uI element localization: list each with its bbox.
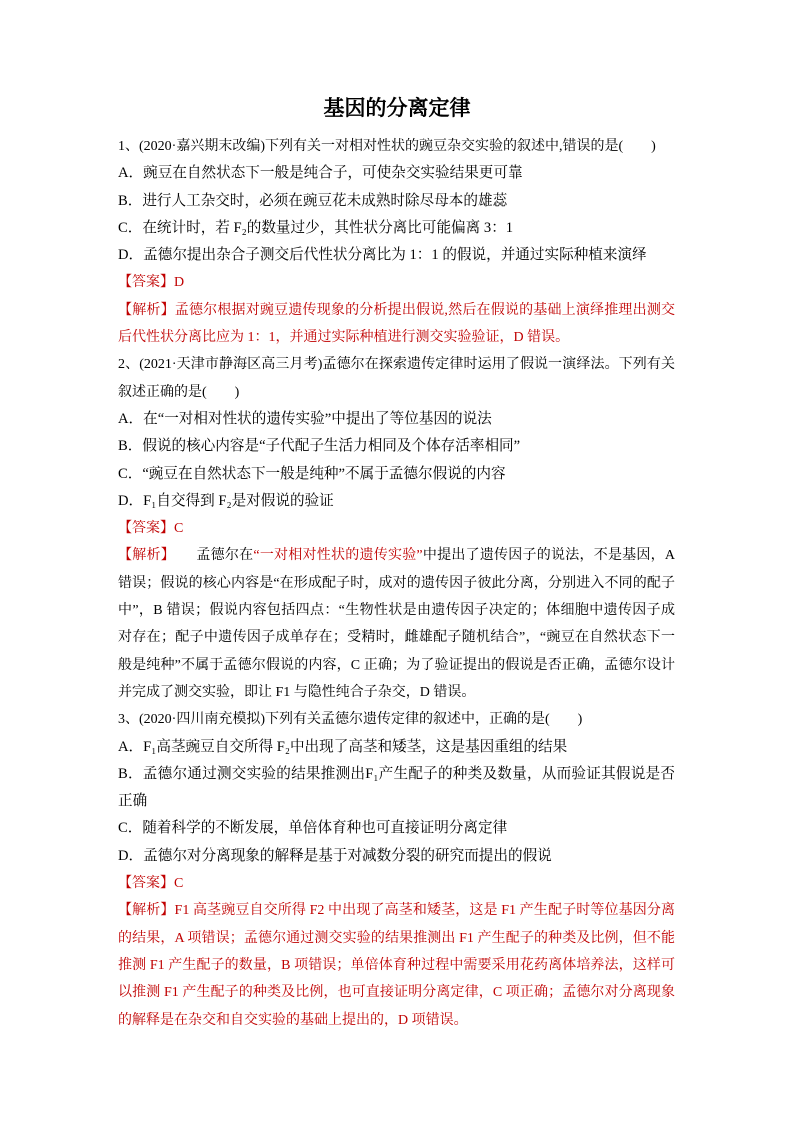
option-text: 在“一对相对性状的遗传实验”中提出了等位基因的说法 bbox=[143, 410, 492, 427]
option-b bbox=[118, 433, 675, 460]
option-d bbox=[118, 843, 675, 870]
explanation-text: 中提出了遗传因子的说法，不是基因，A 错误；假说的核心内容是“在形成配子时，成对的遗传因子彼此分离，分别进入不同的配子中”，B 错误；假说内容包括四点：“生物性状是由遗传因子决定的；体细胞中遗传因子成对存在；配子中遗传因子成单存在；受精时，雌雄配子随机结合”，“豌豆在自然状态下一般是纯种”不属于孟德尔假说的内容，C 正确；为了验证提出的假说是否正确，孟德尔设计并完成了测交实验，即让 F1 与隐性纯合子杂交，D 错误。 bbox=[118, 548, 676, 700]
explanation-highlight: “一对相对性状的遗传实验” bbox=[253, 548, 423, 564]
option-b bbox=[118, 188, 675, 215]
option-text: 随着科学的不断发展，单倍体育种也可直接证明分离定律 bbox=[142, 820, 508, 837]
option-letter: A． bbox=[118, 738, 144, 755]
answer-label: 【答案】 bbox=[118, 521, 174, 537]
explanation bbox=[118, 897, 675, 1033]
question-stem: 3、(2020·四川南充模拟)下列有关孟德尔遗传定律的叙述中，正确的是( ) bbox=[118, 712, 583, 728]
question-stem: 1、(2020·嘉兴期末改编)下列有关一对相对性状的豌豆杂交实验的叙述中,错误的是( ) bbox=[118, 139, 656, 154]
option-text: 孟德尔提出杂合子测交后代性状分离比为 1：1 的假说，并通过实际种植来演绎 bbox=[143, 247, 647, 264]
answer-value: C bbox=[174, 521, 184, 537]
explanation-text: F1 高茎豌豆自交所得 F2 中出现了高茎和矮茎，这是 F1 产生配子时等位基因分离的结果，A 项错误；孟德尔通过测交实验的结果推测出 F1 产生配子的种类及比例，但不能推测 F1 产生配子的数量，B 项错误；单倍体育种过程中需要采用花药离体培养法，这样可以推测 F1 产生配子的种类及比例，也可直接证明分离定律，C 项正确；孟德尔对分离现象的解释是在杂交和自交实验的基础上提出的，D 项错误。 bbox=[118, 903, 676, 1028]
answer-value: D bbox=[174, 275, 185, 291]
option-letter: D． bbox=[118, 847, 144, 864]
answer-line bbox=[118, 515, 675, 542]
option-text: 进行人工杂交时，必须在豌豆花未成熟时除尽母本的雄蕊 bbox=[142, 192, 508, 209]
explanation bbox=[118, 297, 675, 352]
option-letter: C． bbox=[118, 465, 143, 482]
option-letter: B． bbox=[118, 192, 143, 209]
answer-label: 【答案】 bbox=[118, 275, 174, 291]
explanation-text: 孟德尔在 bbox=[167, 548, 254, 564]
question-stem: 2、(2021·天津市静海区高三月考)孟德尔在探索遗传定律时运用了假说一演绎法。下列有关叙述正确的是( ) bbox=[118, 357, 675, 400]
answer-line bbox=[118, 870, 675, 897]
option-c bbox=[118, 461, 675, 488]
option-c bbox=[118, 815, 675, 842]
question-list bbox=[118, 133, 675, 1034]
answer-line bbox=[118, 269, 675, 296]
option-text: 豌豆在自然状态下一般是纯合子，可使杂交实验结果更可靠 bbox=[143, 165, 523, 182]
option-text: F₁自交得到 F₂是对假说的验证 bbox=[143, 492, 334, 509]
option-text: 假说的核心内容是“子代配子生活力相同及个体存活率相同” bbox=[142, 438, 521, 455]
option-letter: A． bbox=[118, 165, 144, 182]
option-letter: C． bbox=[118, 820, 143, 837]
option-text: 孟德尔通过测交实验的结果推测出F₁产生配子的种类及数量，从而验证其假说是否正确 bbox=[118, 765, 675, 810]
option-d bbox=[118, 488, 675, 515]
option-text: “豌豆在自然状态下一般是纯种”不属于孟德尔假说的内容 bbox=[142, 465, 506, 482]
option-letter: B． bbox=[118, 438, 143, 455]
answer-value: C bbox=[174, 876, 184, 892]
explanation-label: 【解析】 bbox=[118, 302, 175, 318]
explanation-label: 【解析】 bbox=[118, 548, 168, 564]
option-c bbox=[118, 215, 675, 242]
page-title: 基因的分离定律 bbox=[323, 96, 471, 120]
option-letter: D． bbox=[118, 492, 144, 509]
option-letter: D． bbox=[118, 247, 144, 264]
explanation-text: 孟德尔根据对豌豆遗传现象的分析提出假说,然后在假说的基础上演绎推理出测交后代性状分离比应为 1：1，并通过实际种植进行测交实验验证，D 错误。 bbox=[118, 302, 676, 346]
answer-label: 【答案】 bbox=[118, 876, 174, 892]
explanation bbox=[118, 542, 675, 706]
option-a bbox=[118, 406, 675, 433]
option-text: 孟德尔对分离现象的解释是基于对减数分裂的研究而提出的假说 bbox=[143, 847, 552, 864]
explanation-label: 【解析】 bbox=[118, 903, 175, 919]
question-3 bbox=[118, 706, 675, 1034]
option-letter: A． bbox=[118, 410, 144, 427]
option-b bbox=[118, 761, 675, 816]
option-a bbox=[118, 160, 675, 187]
question-1 bbox=[118, 133, 675, 351]
option-d bbox=[118, 242, 675, 269]
option-letter: B． bbox=[118, 765, 143, 782]
option-letter: C． bbox=[118, 219, 143, 236]
option-a bbox=[118, 734, 675, 761]
option-text: 在统计时，若 F₂的数量过少，其性状分离比可能偏离 3：1 bbox=[142, 219, 514, 236]
option-text: F₁高茎豌豆自交所得 F₂中出现了高茎和矮茎，这是基因重组的结果 bbox=[143, 738, 568, 755]
question-2 bbox=[118, 351, 675, 706]
